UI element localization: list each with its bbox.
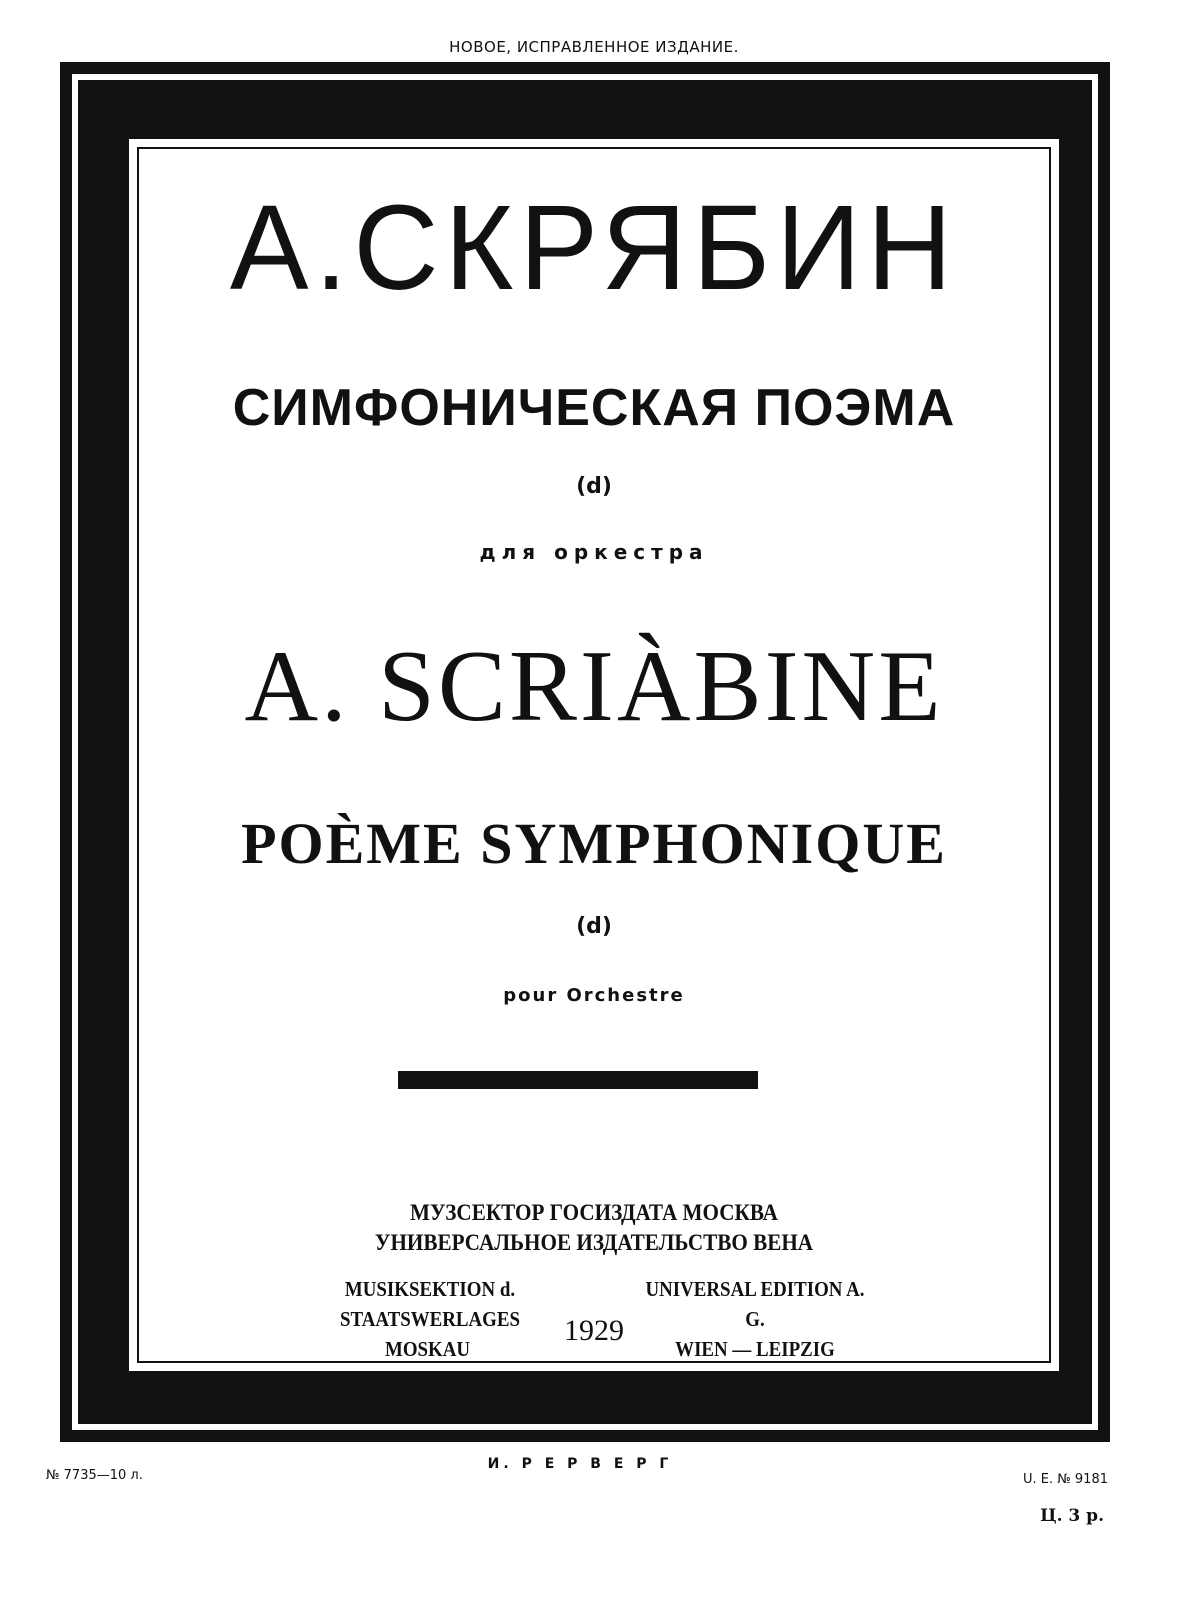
divider-bar: [398, 1071, 758, 1089]
publisher-line-2: УНИВЕРСАЛЬНОЕ ИЗДАТЕЛЬСТВО ВЕНА: [374, 1230, 814, 1255]
publisher-left-line-1: MUSIKSEKTION d. STAATSWERLAGES: [340, 1277, 520, 1331]
catalog-number-left: № 7735—10 л.: [46, 1468, 143, 1483]
publisher-right-line-1: UNIVERSAL EDITION A. G.: [645, 1277, 865, 1331]
catalog-number-right: U. E. № 9181: [1023, 1472, 1108, 1487]
publisher-line-1: МУЗСЕКТОР ГОСИЗДАТА МОСКВА: [410, 1200, 778, 1225]
price: Ц. 3 р.: [1040, 1506, 1104, 1526]
edition-note: НОВОЕ, ИСПРАВЛЕННОЕ ИЗДАНИЕ.: [449, 38, 739, 56]
publisher-left-line-2: MOSKAU: [385, 1337, 471, 1361]
composer-name-ru: А.СКРЯБИН: [229, 180, 959, 316]
key-ru: (d): [576, 474, 612, 499]
composer-name-fr: A. SCRIÀBINE: [244, 630, 944, 743]
key-fr: (d): [576, 914, 612, 939]
inner-border: [137, 147, 1051, 1363]
publication-year: 1929: [564, 1314, 624, 1347]
instrumentation-fr: pour Orchestre: [503, 985, 685, 1006]
instrumentation-ru: для оркестра: [479, 540, 709, 564]
printer-name: И. Р Е Р В Е Р Г: [487, 1456, 673, 1472]
work-title-ru: СИМФОНИЧЕСКАЯ ПОЭМА: [232, 379, 956, 437]
publisher-right-line-2: WIEN — LEIPZIG: [675, 1337, 835, 1361]
inner-panel: [126, 136, 1062, 1374]
top-wave-ornament: [128, 92, 1060, 138]
work-title-fr: POÈME SYMPHONIQUE: [241, 811, 947, 876]
bottom-wave-ornament: [128, 1372, 1060, 1410]
